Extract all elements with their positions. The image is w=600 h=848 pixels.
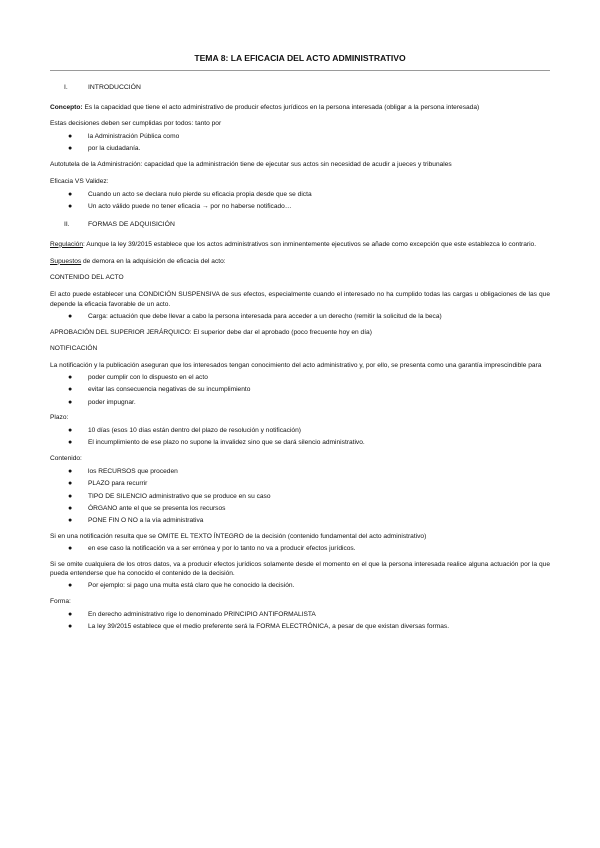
bullet-icon: ● [68, 623, 73, 631]
list-item: ● evitar las consecuencia negativas de su incumplimiento [68, 386, 251, 394]
section-number: I. [64, 83, 68, 91]
list-item: ● El incumplimiento de ese plazo no supone la invalidez sino que se dará silencio administrativo. [68, 439, 365, 447]
bullet-icon: ● [68, 517, 73, 525]
bullet-icon: ● [68, 398, 73, 406]
forma-label: Forma: [50, 597, 71, 605]
decisiones-list [50, 132, 550, 154]
forma-list [50, 610, 550, 632]
list-item: ● Por ejemplo: si pago una multa está claro que he conocido la decisión. [68, 582, 295, 590]
omite-emphasis: OMITE EL TEXTO ÍNTEGRO [157, 533, 244, 540]
otros-list [50, 581, 550, 591]
notificacion-paragraph: La notificación y la publicación aseguran que los interesados tengan conocimiento del acto administrativo y, por ello, se presenta como una garantía imprescindible para [50, 362, 542, 370]
list-item: ● TIPO DE SILENCIO administrativo que se produce en su caso [68, 492, 271, 500]
bullet-icon: ● [68, 190, 73, 198]
concepto-paragraph [50, 103, 550, 113]
bullet-icon: ● [68, 312, 73, 320]
supuestos-text: de demora en la adquisición de eficacia del acto: [81, 257, 226, 265]
autotutela-label: Autotutela de la Administración: [50, 161, 143, 169]
plazo-label: Plazo: [50, 414, 69, 422]
bullet-icon: ● [68, 133, 73, 141]
bullet-icon: ● [68, 373, 73, 381]
omite-list [50, 544, 550, 554]
bullet-icon: ● [68, 582, 73, 590]
eficacia-label: Eficacia VS Validez: [50, 178, 109, 186]
autotutela-paragraph [50, 160, 550, 170]
list-item: ● Un acto válido puede no tener eficacia → por no haberse notificado… [68, 203, 292, 211]
contenido-label: Contenido: [50, 455, 82, 463]
bullet-icon: ● [68, 544, 73, 552]
bullet-icon: ● [68, 610, 73, 618]
list-item: ● 10 días (esos 10 días están dentro del plazo de resolución y notificación) [68, 427, 301, 435]
bullet-icon: ● [68, 468, 73, 476]
regulacion-paragraph [50, 240, 550, 250]
section-heading-formas [50, 220, 550, 230]
title-divider [50, 70, 550, 71]
list-item: ● Cuando un acto se declara nulo pierde su eficacia propia desde que se dicta [68, 190, 312, 198]
list-item: ● la Administración Pública como [68, 133, 180, 141]
list-item: ● los RECURSOS que proceden [68, 468, 178, 476]
notificacion-heading: NOTIFICACIÓN [50, 345, 98, 353]
condicion-suspensiva: CONDICIÓN SUSPENSIVA [138, 291, 220, 299]
aprobacion-label: APROBACIÓN DEL SUPERIOR JERÁRQUICO: [50, 328, 192, 336]
concepto-label: Concepto: [50, 103, 83, 111]
bullet-icon: ● [68, 145, 73, 153]
aprobacion-paragraph [50, 328, 550, 338]
bullet-icon: ● [68, 492, 73, 500]
list-item: ● La ley 39/2015 establece que el medio preferente será la FORMA ELECTRÓNICA, a pesar de que existan diversas formas. [68, 623, 450, 631]
contenido-acto-heading: CONTENIDO DEL ACTO [50, 274, 124, 282]
notificacion-list [50, 373, 550, 407]
list-item: ● poder impugnar. [68, 398, 136, 406]
otros-paragraph: Si se omite cualquiera de los otros datos, va a producir efectos jurídicos solamente desde el momento en el que la persona interesada realice alguna actuación por la que pueda entenderse que ha conocido el contenido de la decisión. [50, 560, 550, 578]
section-heading-introduccion [50, 83, 550, 93]
list-item: ● ÓRGANO ante el que se presenta los recursos [68, 504, 226, 512]
omite-paragraph: Si en una notificación resulta que se OMITE EL TEXTO ÍNTEGRO de la decisión (contenido fundamental del acto administrativo) [50, 533, 427, 540]
decisiones-text: Estas decisiones deben ser cumplidas por todos: tanto por [50, 120, 222, 128]
bullet-icon: ● [68, 439, 73, 447]
supuestos-paragraph [50, 257, 550, 267]
list-item: ● poder cumplir con lo dispuesto en el acto [68, 373, 208, 381]
list-item: ● PONE FIN O NO a la vía administrativa [68, 517, 204, 525]
bullet-icon: ● [68, 480, 73, 488]
autotutela-text: capacidad que la administración tiene de ejecutar sus actos sin necesidad de acudir a jueces y tribunales [142, 161, 452, 169]
regulacion-text: : Aunque la ley 39/2015 establece que los actos administrativos son inminentemente ejecutivos se añade como excepción que este establezca lo contrario. [83, 240, 537, 248]
list-item: ● por la ciudadanía. [68, 145, 141, 153]
aprobacion-text: El superior debe dar el aprobado (poco frecuente hoy en día) [191, 328, 372, 336]
bullet-icon: ● [68, 427, 73, 435]
contenido-acto-list [50, 312, 550, 322]
section-title: FORMAS DE ADQUISICIÓN [88, 220, 175, 228]
list-item: ● Carga: actuación que debe llevar a cabo la persona interesada para acceder a un derecho (remitir la solicitud de la beca) [68, 312, 442, 320]
concepto-text: Es la capacidad que tiene el acto administrativo de producir efectos jurídicos en la persona interesada (obligar a la persona interesada) [82, 103, 480, 111]
eficacia-list [50, 190, 550, 212]
contenido-acto-paragraph: El acto puede establecer una CONDICIÓN SUSPENSIVA de sus efectos, especialmente cuando el interesado no ha cumplido todas las cargas u obligaciones de las que depende la eficacia favorable de un acto. [50, 291, 551, 308]
section-title: INTRODUCCIÓN [88, 83, 141, 91]
document-title: TEMA 8: LA EFICACIA DEL ACTO ADMINISTRATIVO [194, 53, 406, 63]
supuestos-label: Supuestos [50, 257, 82, 265]
bullet-icon: ● [68, 386, 73, 394]
list-item: ● en ese caso la notificación va a ser errónea y por lo tanto no va a producir efectos jurídicos. [68, 544, 356, 552]
bullet-icon: ● [68, 504, 73, 512]
document-page [50, 50, 550, 638]
plazo-list [50, 426, 550, 448]
section-number: II. [64, 220, 70, 228]
contenido-list [50, 467, 550, 526]
regulacion-label: Regulación [50, 240, 83, 248]
list-item: ● PLAZO para recurrir [68, 480, 148, 488]
bullet-icon: ● [68, 203, 73, 211]
list-item: ● En derecho administrativo rige lo denominado PRINCIPIO ANTIFORMALISTA [68, 610, 316, 618]
